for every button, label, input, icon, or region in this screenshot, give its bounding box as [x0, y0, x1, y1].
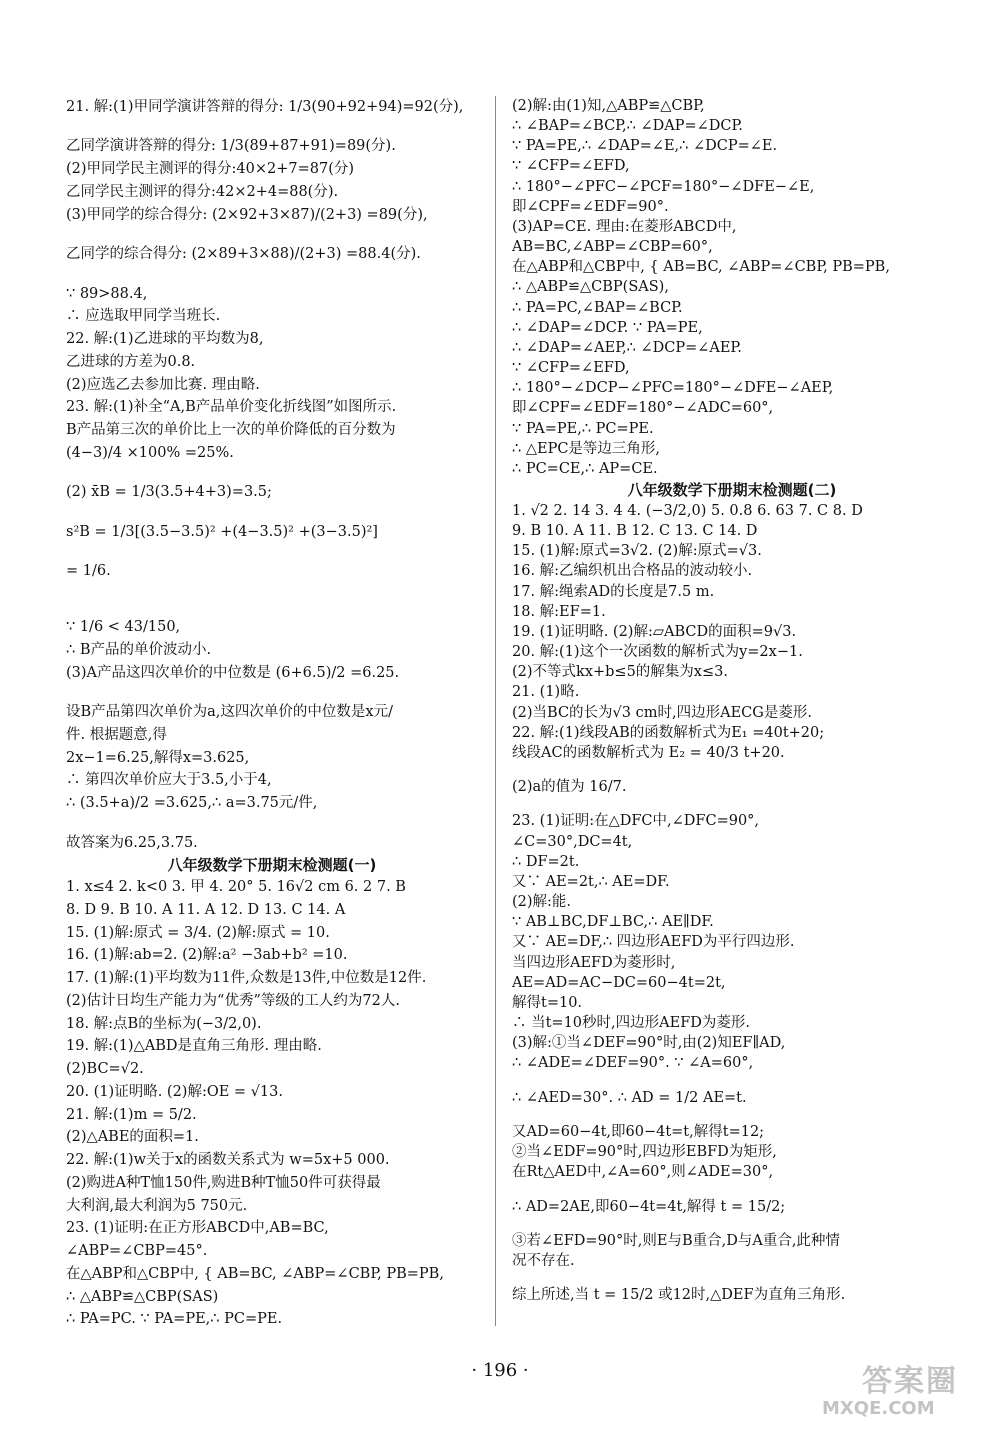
blank-line: [512, 1074, 952, 1088]
answer-line: 23. (1)证明:在正方形ABCD中,AB=BC,: [66, 1220, 329, 1237]
answer-line: 乙同学的综合得分: (2×89+3×88)/(2+3) =88.4(分).: [66, 246, 421, 263]
answer-line: 15. (1)解:原式 = 3/4. (2)解:原式 = 10.: [66, 924, 330, 941]
answer-line: ∵ 1/6 < 43/150,: [66, 619, 181, 636]
blank-line: [66, 266, 478, 283]
blank-line: [66, 815, 478, 832]
answer-line: ∴ (3.5+a)/2 =3.625,∴ a=3.75元/件,: [66, 795, 318, 812]
answer-line: (2) x̄B = 1/3(3.5+4+3)=3.5;: [66, 484, 272, 501]
answer-line: 16. 解:乙编织机出合格品的波动较小.: [512, 563, 753, 580]
answer-line: 18. 解:EF=1.: [512, 603, 606, 620]
blank-line: [512, 797, 952, 811]
answer-line: 当四边形AEFD为菱形时,: [512, 954, 676, 971]
answer-line: (3)AP=CE. 理由:在菱形ABCD中,: [512, 218, 737, 235]
answer-line: 线段AC的函数解析式为 E₂ = 40/3 t+20.: [512, 744, 785, 761]
answer-line: ∴ PA=PC. ∵ PA=PE,∴ PC=PE.: [66, 1311, 283, 1328]
answer-line: ∴ ∠BAP=∠BCP,∴ ∠DAP=∠DCP.: [512, 118, 743, 135]
answer-line: 乙同学民主测评的得分:42×2+4=88(分).: [66, 183, 339, 200]
answer-line: 15. (1)解:原式=3√2. (2)解:原式=√3.: [512, 543, 762, 560]
answer-line: 在△ABP和△CBP中, { AB=BC, ∠ABP=∠CBP, PB=PB,: [512, 259, 890, 276]
blank-line: [66, 684, 478, 701]
answer-line: ∴ △EPC是等边三角形,: [512, 440, 661, 457]
answer-line: 23. (1)证明:在△DFC中,∠DFC=90°,: [512, 813, 760, 830]
answer-line: 综上所述,当 t = 15/2 或12时,△DEF为直角三角形.: [512, 1287, 846, 1304]
answer-line: 2x−1=6.25,解得x=3.625,: [66, 749, 250, 766]
answer-line: ∵ 89>88.4,: [66, 285, 148, 302]
answer-line: ∴ B产品的单价波动小.: [66, 641, 212, 658]
answer-line: 即∠CPF=∠EDF=180°−∠ADC=60°,: [512, 400, 774, 417]
answer-line: (4−3)/4 ×100% =25%.: [66, 444, 234, 461]
answer-line: 又AD=60−4t,即60−4t=t,解得t=12;: [512, 1123, 765, 1140]
answer-line: s²B = 1/3[(3.5−3.5)² +(4−3.5)² +(3−3.5)²]: [66, 523, 378, 540]
answer-line: 解得t=10.: [512, 994, 583, 1011]
answer-line: ∴ 180°−∠DCP−∠PFC=180°−∠DFE−∠AEP,: [512, 380, 834, 397]
answer-line: (2)当BC的长为√3 cm时,四边形AECG是菱形.: [512, 704, 812, 721]
answer-line: ∴ AD=2AE,即60−4t=4t,解得 t = 15/2;: [512, 1198, 786, 1215]
answer-line: AE=AD=AC−DC=60−4t=2t,: [512, 974, 726, 991]
answer-line: 在△ABP和△CBP中, { AB=BC, ∠ABP=∠CBP, PB=PB,: [66, 1265, 444, 1282]
answer-line: ∠C=30°,DC=4t,: [512, 833, 633, 850]
answer-line: ∵ PA=PE,∴ ∠DAP=∠E,∴ ∠DCP=∠E.: [512, 138, 778, 155]
answer-line: ∴ PC=CE,∴ AP=CE.: [512, 460, 658, 477]
answer-line: 8. D 9. B 10. A 11. A 12. D 13. C 14. A: [66, 902, 346, 919]
answer-line: 乙进球的方差为0.8.: [66, 353, 196, 370]
answer-line: ∵ AB⊥BC,DF⊥BC,∴ AE∥DF.: [512, 914, 714, 931]
answer-line: 23. 解:(1)补全“A,B产品单价变化折线图”如图所示.: [66, 399, 397, 416]
answer-line: ∴ △ABP≌△CBP(SAS),: [512, 279, 669, 296]
blank-line: [512, 763, 952, 777]
answer-line: ∴ ∠DAP=∠AEP,∴ ∠DCP=∠AEP.: [512, 339, 742, 356]
answer-line: 22. 解:(1)乙进球的平均数为8,: [66, 331, 264, 348]
answer-line: (2)△ABE的面积=1.: [66, 1129, 199, 1146]
answer-line: 即∠CPF=∠EDF=90°.: [512, 198, 669, 215]
section-title-exam-1: 八年级数学下册期末检测题(一): [167, 856, 377, 875]
answer-line: ③若∠EFD=90°时,则E与B重合,D与A重合,此种情: [512, 1232, 840, 1249]
answer-line: ∴ 应选取甲同学当班长.: [66, 308, 221, 325]
answer-line: (2)应选乙去参加比赛. 理由略.: [66, 376, 260, 393]
answer-line: 16. (1)解:ab=2. (2)解:a² −3ab+b² =10.: [66, 947, 348, 964]
answer-line: 又∵ AE=DF,∴ 四边形AEFD为平行四边形.: [512, 934, 795, 951]
column-divider: [495, 96, 496, 1326]
answer-line: (2)BC=√2.: [66, 1061, 144, 1078]
answer-line: ∴ 当t=10秒时,四边形AEFD为菱形.: [512, 1015, 750, 1032]
blank-line: [66, 543, 478, 560]
answer-line: 大利润,最大利润为5 750元.: [66, 1197, 248, 1214]
answer-line: 件. 根据题意,得: [66, 726, 167, 743]
answer-line: ∴ ∠AED=30°. ∴ AD = 1/2 AE=t.: [512, 1089, 747, 1106]
answer-line: (2)解:能.: [512, 894, 572, 911]
answer-line: 1. √2 2. 14 3. 4 4. (−3/2,0) 5. 0.8 6. 63 7. C 8. D: [512, 502, 863, 519]
answer-line: 设B产品第四次单价为a,这四次单价的中位数是x元/: [66, 704, 393, 721]
watermark-logo: 答案圈: [862, 1364, 958, 1399]
answer-line: AB=BC,∠ABP=∠CBP=60°,: [512, 239, 713, 256]
answer-line: 21. (1)略.: [512, 684, 580, 701]
answer-line: = 1/6.: [66, 563, 111, 580]
answer-line: ∴ 第四次单价应大于3.5,小于4,: [66, 772, 272, 789]
answer-line: (3)A产品这四次单价的中位数是 (6+6.5)/2 =6.25.: [66, 664, 400, 681]
blank-line: [66, 119, 478, 136]
answer-line: (2)甲同学民主测评的得分:40×2+7=87(分): [66, 161, 355, 178]
answer-line: ②当∠EDF=90°时,四边形EBFD为矩形,: [512, 1144, 777, 1161]
left-column: [66, 96, 478, 1331]
blank-line: [66, 464, 478, 481]
blank-line: [512, 1217, 952, 1231]
blank-line: [512, 1182, 952, 1196]
answer-line: ∴ △ABP≌△CBP(SAS): [66, 1288, 219, 1305]
answer-line: (2)a的值为 16/7.: [512, 779, 627, 796]
blank-line: [512, 1271, 952, 1285]
answer-line: ∵ PA=PE,∴ PC=PE.: [512, 420, 654, 437]
answer-line: B产品第三次的单价比上一次的单价降低的百分数为: [66, 421, 396, 438]
answer-line: 19. 解:(1)△ABD是直角三角形. 理由略.: [66, 1038, 322, 1055]
answer-line: (3)解:①当∠DEF=90°时,由(2)知EF∥AD,: [512, 1035, 786, 1052]
blank-line: [512, 1108, 952, 1122]
answer-line: 19. (1)证明略. (2)解:▱ABCD的面积=9√3.: [512, 623, 797, 640]
answer-line: 在Rt△AED中,∠A=60°,则∠ADE=30°,: [512, 1164, 774, 1181]
answer-line: 20. 解:(1)这个一次函数的解析式为y=2x−1.: [512, 644, 803, 661]
answer-line: ∴ DF=2t.: [512, 853, 580, 870]
answer-line: (2)购进A种T恤150件,购进B种T恤50件可获得最: [66, 1174, 381, 1191]
watermark: [822, 1356, 982, 1422]
answer-line: 17. 解:绳索AD的长度是7.5 m.: [512, 583, 715, 600]
answer-line: ∵ ∠CFP=∠EFD,: [512, 158, 630, 175]
section-title-exam-2: 八年级数学下册期末检测题(二): [627, 480, 837, 499]
answer-line: ∵ ∠CFP=∠EFD,: [512, 360, 630, 377]
answer-line: 22. 解:(1)线段AB的函数解析式为E₁ =40t+20;: [512, 724, 825, 741]
answer-line: (3)甲同学的综合得分: (2×92+3×87)/(2+3) =89(分),: [66, 206, 428, 223]
answer-line: 21. 解:(1)m = 5/2.: [66, 1106, 197, 1123]
answer-line: (2)估计日均生产能力为“优秀”等级的工人约为72人.: [66, 992, 400, 1009]
answer-line: 9. B 10. A 11. B 12. C 13. C 14. D: [512, 523, 758, 540]
answer-line: 又∵ AE=2t,∴ AE=DF.: [512, 873, 670, 890]
answer-line: 1. x≤4 2. k<0 3. 甲 4. 20° 5. 16√2 cm 6. 2 7. B: [66, 879, 406, 896]
answer-line: 21. 解:(1)甲同学演讲答辩的得分: 1/3(90+92+94)=92(分),: [66, 99, 464, 115]
answer-line: 故答案为6.25,3.75.: [66, 834, 198, 851]
answer-line: ∴ 180°−∠PFC−∠PCF=180°−∠DFE−∠E,: [512, 178, 815, 195]
page-number: · 196 ·: [471, 1360, 529, 1381]
right-column: [512, 96, 952, 1306]
answer-line: (2)不等式kx+b≤5的解集为x≤3.: [512, 664, 728, 681]
blank-line: [66, 504, 478, 521]
answer-line: 乙同学演讲答辩的得分: 1/3(89+87+91)=89(分).: [66, 138, 396, 155]
blank-line: [66, 583, 478, 600]
answer-line: ∴ ∠ADE=∠DEF=90°. ∵ ∠A=60°,: [512, 1055, 754, 1072]
answer-line: 22. 解:(1)w关于x的函数关系式为 w=5x+5 000.: [66, 1152, 390, 1169]
answer-line: 况不存在.: [512, 1253, 575, 1270]
answer-line: ∴ ∠DAP=∠DCP. ∵ PA=PE,: [512, 319, 703, 336]
answer-line: 20. (1)证明略. (2)解:OE = √13.: [66, 1083, 283, 1100]
blank-line: [66, 600, 478, 617]
answer-line: ∴ PA=PC,∠BAP=∠BCP.: [512, 299, 683, 316]
watermark-url: MXQE.COM: [822, 1398, 935, 1419]
answer-line: ∠ABP=∠CBP=45°.: [66, 1243, 208, 1260]
answer-line: (2)解:由(1)知,△ABP≌△CBP,: [512, 98, 705, 114]
answer-line: 18. 解:点B的坐标为(−3/2,0).: [66, 1015, 262, 1032]
blank-line: [66, 226, 478, 243]
answer-line: 17. (1)解:(1)平均数为11件,众数是13件,中位数是12件.: [66, 970, 427, 987]
